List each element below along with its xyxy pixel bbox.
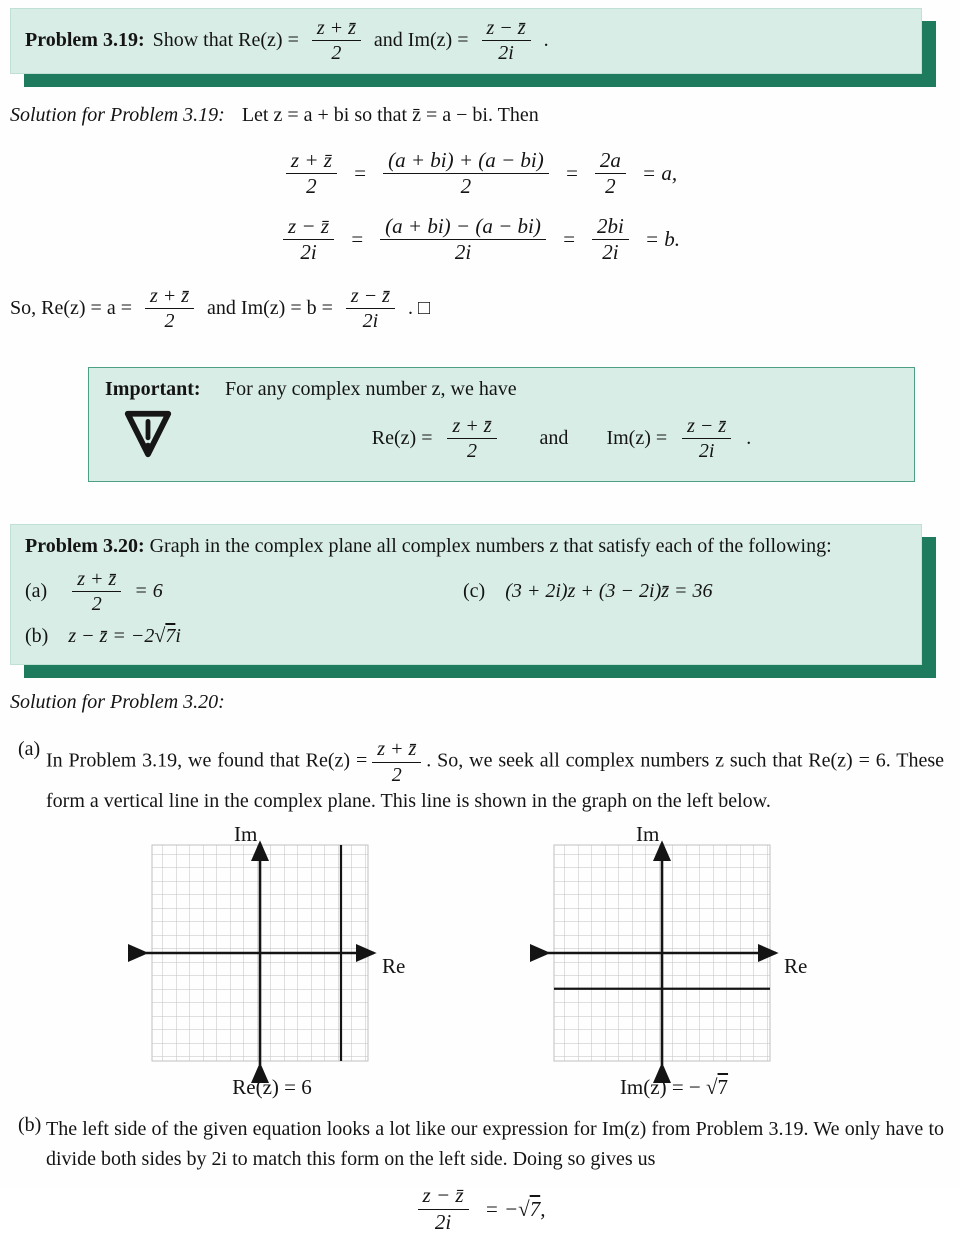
graphs-row <box>10 821 948 1100</box>
equation-rhs <box>485 1197 546 1222</box>
fraction <box>145 285 194 333</box>
fraction-numerator: z + z̄ <box>286 149 337 175</box>
re-axis-label: Re <box>382 953 406 978</box>
complex-plane-graph-im-sqrt7 <box>524 821 824 1073</box>
fraction-numerator: 2a <box>595 149 626 175</box>
problem-3-20-items <box>25 568 907 649</box>
problem-3-19-label: Problem 3.19: <box>25 29 145 52</box>
fraction <box>592 215 629 265</box>
fraction-denominator: 2 <box>306 174 317 199</box>
important-label: Important: <box>105 377 201 400</box>
complex-plane-graph-re6 <box>122 821 422 1073</box>
solution-3-20-lead: Solution for Problem 3.20: <box>10 691 225 714</box>
fraction-denominator: 2 <box>460 174 472 199</box>
item-b-tag: (b) <box>25 625 49 648</box>
equation-tail: = b. <box>644 227 681 252</box>
im-axis-label: Im <box>234 821 258 846</box>
right-graph-figure <box>524 821 824 1100</box>
fraction-denominator: 2 <box>331 42 342 65</box>
paragraph-text: In Problem 3.19, we found that Re(z) = <box>46 749 368 772</box>
item-b-equation <box>68 625 181 648</box>
problem-3-19-period: . <box>543 29 549 52</box>
fraction-denominator: 2i <box>698 440 715 463</box>
fraction <box>418 1184 469 1234</box>
important-right-column <box>225 378 898 467</box>
radicand: 7 <box>165 625 176 648</box>
fraction-denominator: 2 <box>164 310 175 333</box>
equation-lhs: Im(z) = <box>606 427 668 450</box>
item-b <box>25 625 463 648</box>
fraction-numerator: (a + bi) − (a − bi) <box>380 215 546 241</box>
re-axis-label: Re <box>784 953 808 978</box>
problem-3-20-text: Graph in the complex plane all complex numbers z that satisfy each of the following: <box>149 534 832 557</box>
qed-square: . □ <box>407 297 431 320</box>
important-text: For any complex number z, we have <box>225 377 517 400</box>
fraction-denominator: 2 <box>467 440 478 463</box>
solution-3-20-lead-line <box>10 691 948 714</box>
caption-text: Im(z) = − √ <box>619 1074 718 1099</box>
equation-text: z − z̄ = −2√ <box>68 625 166 648</box>
fraction <box>372 738 421 786</box>
equals-sign: = <box>350 227 365 252</box>
problem-3-20-heading <box>25 535 907 558</box>
fraction <box>346 285 395 333</box>
equals-sign: = <box>561 227 576 252</box>
im-axis-label: Im <box>636 821 660 846</box>
fraction <box>380 215 546 265</box>
fraction-denominator: 2i <box>362 310 379 333</box>
equals-sign: = <box>352 161 368 186</box>
item-c-equation: (3 + 2i)z + (3 − 2i)z̄ = 36 <box>505 580 713 603</box>
fraction-denominator: 2 <box>91 593 102 616</box>
solution-3-20-part-b <box>10 1114 948 1175</box>
left-graph-figure <box>122 821 422 1100</box>
equation-period: . <box>746 427 752 450</box>
equation-lhs: Re(z) = <box>371 427 433 450</box>
fraction-numerator: z − z̄ <box>682 415 731 439</box>
display-equation-1 <box>10 149 948 199</box>
fraction <box>682 415 731 463</box>
and-connector: and <box>539 427 569 450</box>
fraction <box>283 215 334 265</box>
equation-text: i <box>175 625 181 648</box>
radicand: 7 <box>529 1196 541 1221</box>
paragraph-text: . So, we seek all complex numbers z such that Re(z) = 6. These form a vertical line in the complex plane. This line is shown in the graph on the left below. <box>46 749 944 813</box>
fraction-numerator: z − z̄ <box>418 1184 469 1210</box>
item-a-rhs: = 6 <box>134 580 163 603</box>
right-graph-caption <box>620 1075 728 1100</box>
fraction-numerator: z + z̄ <box>447 415 496 439</box>
equals-sign: = <box>564 161 579 186</box>
item-a <box>25 568 463 616</box>
part-b-tag: (b) <box>18 1113 42 1136</box>
fraction-denominator: 2i <box>454 240 472 265</box>
fraction-denominator: 2 <box>391 763 402 786</box>
fraction-denominator: 2 <box>605 174 616 199</box>
equation-text: , <box>540 1196 546 1221</box>
problem-3-20-box <box>10 524 922 666</box>
equation-text: = −√ <box>484 1196 530 1221</box>
fraction <box>72 568 121 616</box>
problem-3-19-box <box>10 8 922 74</box>
part-a-text <box>46 738 948 816</box>
part-b-text: The left side of the given equation looks a lot like our expression for Im(z) from Problem 3.19. We only have to divide both sides by 2i to match this form on the left side. Doing so gives us <box>46 1117 944 1170</box>
important-equation <box>225 415 898 463</box>
fraction-numerator: z − z̄ <box>482 17 531 41</box>
item-c-tag: (c) <box>463 580 486 603</box>
solution-3-19-intro: Let z = a + bi so that z̄ = a − bi. Then <box>241 103 539 126</box>
item-c <box>463 580 907 603</box>
final-equation <box>10 1184 948 1234</box>
fraction <box>383 149 549 199</box>
display-equation-2 <box>10 215 948 265</box>
fraction <box>482 17 531 65</box>
part-a-tag: (a) <box>18 738 41 761</box>
fraction <box>286 149 337 199</box>
fraction <box>312 17 361 65</box>
conclusion-text: and Im(z) = b = <box>207 297 333 320</box>
fraction-numerator: (a + bi) + (a − bi) <box>383 149 549 175</box>
fraction-numerator: z − z̄ <box>283 215 334 241</box>
fraction-numerator: z + z̄ <box>72 568 121 592</box>
fraction-numerator: z + z̄ <box>372 738 421 762</box>
left-graph-caption: Re(z) = 6 <box>232 1074 312 1099</box>
fraction-denominator: 2i <box>434 1209 452 1234</box>
equation-tail: = a, <box>641 161 678 186</box>
fraction-numerator: 2bi <box>592 215 629 241</box>
fraction-denominator: 2i <box>498 42 514 65</box>
solution-3-19-lead: Solution for Problem 3.19: <box>10 103 225 126</box>
solution-3-19-conclusion <box>10 285 948 333</box>
fraction-numerator: z + z̄ <box>312 17 361 41</box>
problem-3-19-text-mid: and Im(z) = <box>373 29 469 52</box>
fraction-denominator: 2i <box>602 240 619 265</box>
problem-3-19-text: Show that Re(z) = <box>152 29 299 52</box>
solution-3-19-lead-line <box>10 104 948 127</box>
exclamation-triangle-icon <box>119 407 177 467</box>
important-callout-box <box>88 367 915 482</box>
fraction-denominator: 2i <box>300 240 317 265</box>
important-left-column <box>105 378 217 467</box>
fraction <box>595 149 626 199</box>
fraction <box>447 415 496 463</box>
conclusion-text: So, Re(z) = a = <box>10 297 132 320</box>
problem-3-20-label: Problem 3.20: <box>25 534 145 557</box>
fraction-numerator: z − z̄ <box>346 285 395 309</box>
item-a-tag: (a) <box>25 580 48 603</box>
solution-3-20-part-a <box>10 738 948 816</box>
fraction-numerator: z + z̄ <box>145 285 194 309</box>
radicand: 7 <box>717 1074 729 1099</box>
